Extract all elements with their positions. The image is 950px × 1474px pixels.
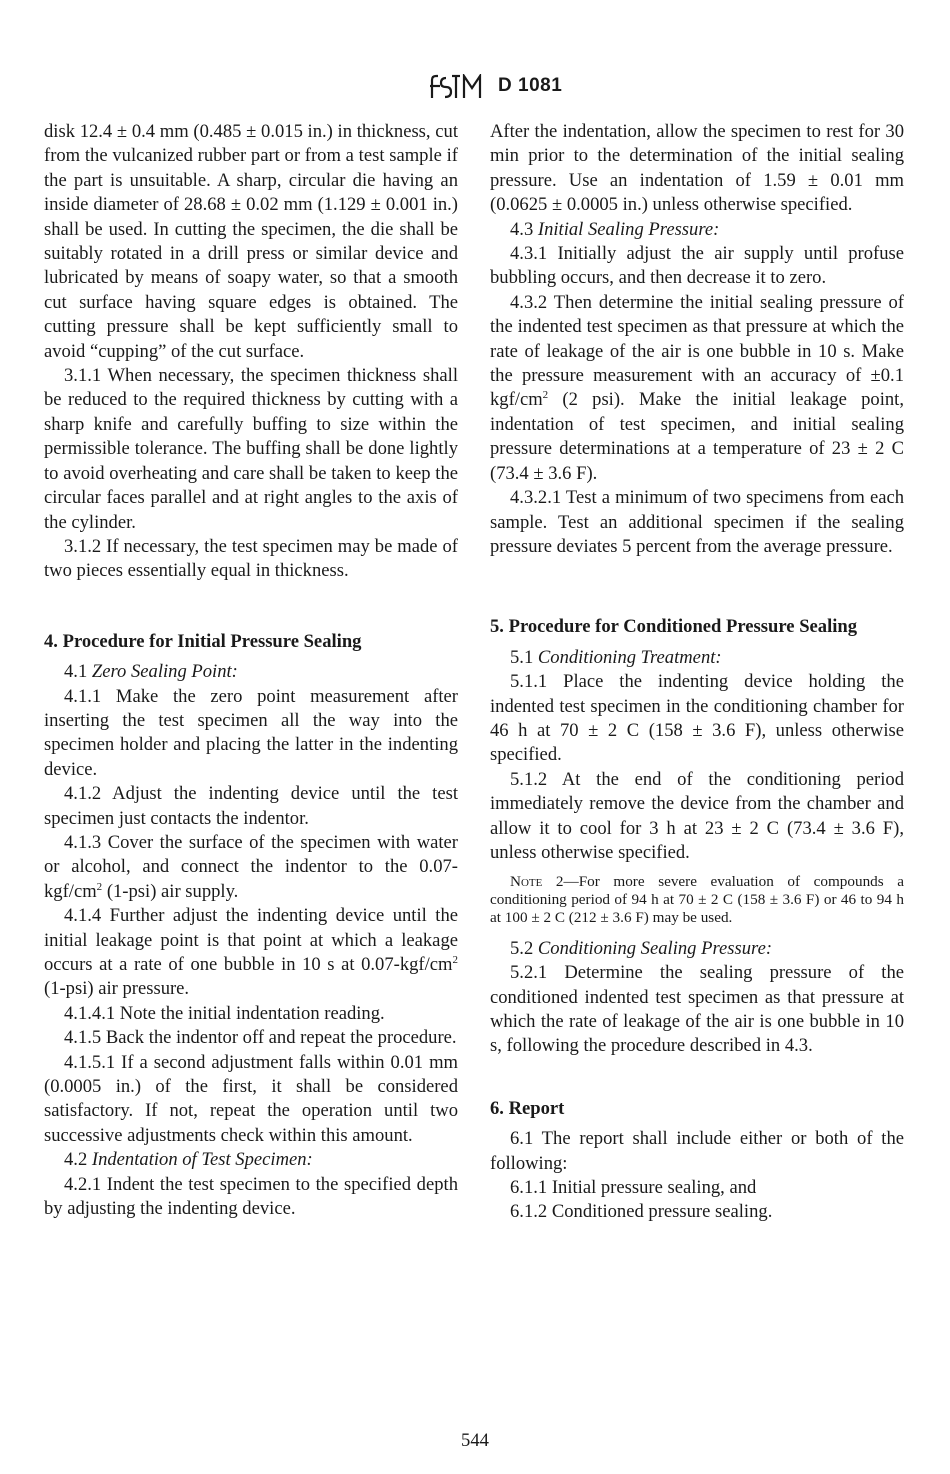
paragraph-6-1: 6.1 The report shall include either or both of the following: <box>490 1128 904 1174</box>
paragraph-4-3-1: 4.3.1 Initially adjust the air supply until profuse bubbling occurs, and then decrease it to zero. <box>490 243 904 289</box>
paragraph-4-1-3 <box>44 831 458 904</box>
paragraph-6-1-2: 6.1.2 Conditioned pressure sealing. <box>510 1201 773 1223</box>
astm-logo-icon <box>428 74 486 100</box>
section-4-title: 4. Procedure for Initial Pressure Sealing <box>44 630 362 652</box>
paragraph-disk: disk 12.4 ± 0.4 mm (0.485 ± 0.015 in.) in thickness, cut from the vulcanized rubber part or from a test sample if the part is unsuitable. A sharp, circular die having an inside diameter of 28.68 ± 0.02 mm (1.129 ± 0.001 in.) shall be used. In cutting the specimen, the die shall be suitably rotated in a drill press or similar device and lubricated by means of soapy water, so that a smooth cut surface having square edges is obtained. The cutting pressure shall be kept sufficiently small to avoid “cupping” of the cut surface. <box>44 121 458 362</box>
paragraph-4-3-2-tail: (2 psi). Make the initial leakage point, indentation of test specimen, and initial sealing pressure determinations at a temperature of 23 ± 2 C (73.4 ± 3.6 F). <box>490 389 904 484</box>
paragraph-4-1-4-text: 4.1.4 Further adjust the indenting device until the initial leakage point is that point at which a leakage occurs at a rate of one bubble in 10 s at 0.07-kgf/cm <box>44 905 458 975</box>
paragraph-4-2-1: 4.2.1 Indent the test specimen to the specified depth by adjusting the indenting device. <box>44 1173 458 1220</box>
paragraph-5-2-1: 5.2.1 Determine the sealing pressure of the conditioned indented test specimen as that pressure at which the rate of leakage of the air is one bubble in 10 s, following the procedure described in 4.3. <box>490 962 904 1057</box>
paragraph-6-1-1: 6.1.1 Initial pressure sealing, and <box>510 1177 757 1199</box>
paragraph-4-1-4 <box>44 904 458 1002</box>
note-2 <box>490 873 904 926</box>
subsection-5-2-title: Conditioning Sealing Pressure: <box>537 937 773 959</box>
note-label: Note 2 <box>510 873 564 891</box>
paragraph-4-3-2 <box>490 291 904 486</box>
paragraph-4-1-4-tail: (1-psi) air pressure. <box>44 978 190 1000</box>
subsection-5-2-number: 5.2 <box>510 937 538 959</box>
superscript-2: 2 <box>96 880 103 893</box>
paragraph-3-1-1: 3.1.1 When necessary, the specimen thickness shall be reduced to the required thickness by cutting with a sharp knife and carefully buffing to size within the permissible tolerance. The buffing shall be done lightly to avoid overheating and care shall be taken to keep the circular faces parallel and at right angles to the axis of the cylinder. <box>44 365 458 533</box>
superscript-2: 2 <box>452 953 458 966</box>
section-5-title: 5. Procedure for Conditioned Pressure Sealing <box>490 616 858 638</box>
subsection-5-1-title: Conditioning Treatment: <box>537 646 722 668</box>
paragraph-5-1-1: 5.1.1 Place the indenting device holding the indented test specimen in the conditioning chamber for 46 h at 70 ± 2 C (158 ± 3.6 F), unless otherwise specified. <box>490 671 904 766</box>
subsection-5-1-heading <box>490 646 904 670</box>
paragraph-4-3-2-1: 4.3.2.1 Test a minimum of two specimens from each sample. Test an additional specimen if the sealing pressure deviates 5 percent from the average pressure. <box>490 487 904 557</box>
left-column <box>44 120 458 1221</box>
subsection-4-3-number: 4.3 <box>510 218 538 240</box>
subsection-4-2-number: 4.2 <box>64 1149 92 1171</box>
paragraph-4-1-3-text: 4.1.3 Cover the surface of the specimen with water or alcohol, and connect the indentor to the 0.07-kgf/cm <box>44 831 458 902</box>
paragraph-4-1-4-1: 4.1.4.1 Note the initial indentation reading. <box>64 1002 385 1024</box>
subsection-4-2-heading <box>44 1148 458 1172</box>
subsection-4-1-title: Zero Sealing Point: <box>91 661 238 683</box>
superscript-2: 2 <box>542 389 549 402</box>
paragraph-4-1-1: 4.1.1 Make the zero point measurement after inserting the test specimen all the way into the specimen holder and placing the latter in the indenting device. <box>44 685 458 780</box>
subsection-5-2-heading <box>490 937 904 961</box>
subsection-4-2-title: Indentation of Test Specimen: <box>91 1149 313 1171</box>
paragraph-4-1-5-1: 4.1.5.1 If a second adjustment falls within 0.01 mm (0.0005 in.) of the first, it shall be considered satisfactory. If not, repeat the operation until two successive adjustments check within this amount. <box>44 1051 458 1146</box>
section-6-title: 6. Report <box>490 1097 565 1119</box>
paragraph-after-indentation: After the indentation, allow the specimen to rest for 30 min prior to the determination of the initial sealing pressure. Use an indentation of 1.59 ± 0.01 mm (0.0625 ± 0.0005 in.) unless otherwise specified. <box>490 121 904 216</box>
paragraph-3-1-2: 3.1.2 If necessary, the test specimen may be made of two pieces essentially equal in thickness. <box>44 535 458 582</box>
subsection-4-1-heading <box>44 660 458 684</box>
subsection-4-3-title: Initial Sealing Pressure: <box>537 218 720 240</box>
document-designation: D 1081 <box>498 75 563 96</box>
subsection-4-3-heading <box>490 218 904 242</box>
page-number: 544 <box>461 1430 489 1451</box>
subsection-5-1-number: 5.1 <box>510 646 538 668</box>
paragraph-4-1-5: 4.1.5 Back the indentor off and repeat the procedure. <box>64 1027 457 1049</box>
paragraph-5-1-2: 5.1.2 At the end of the conditioning period immediately remove the device from the chamber and allow it to cool for 3 h at 23 ± 2 C (73.4 ± 3.6 F), unless otherwise specified. <box>490 768 904 863</box>
paragraph-4-1-2: 4.1.2 Adjust the indenting device until the test specimen just contacts the indentor. <box>44 783 458 829</box>
page-header <box>0 72 950 106</box>
subsection-4-1-number: 4.1 <box>64 661 92 683</box>
right-column <box>490 120 904 1225</box>
note-text: —For more severe evaluation of compounds a conditioning period of 94 h at 70 ± 2 C (158 ± 3.6 F) or 46 to 94 h at 100 ± 2 C (212 ± 3.6 F) may be used. <box>490 873 904 926</box>
paragraph-4-3-2-text: 4.3.2 Then determine the initial sealing pressure of the indented test specimen as that pressure at which the rate of leakage of the air is one bubble in 10 s. Make the pressure measurement with an accuracy of ±0.1 kgf/cm <box>490 291 904 411</box>
paragraph-4-1-3-tail: (1-psi) air supply. <box>102 880 239 902</box>
